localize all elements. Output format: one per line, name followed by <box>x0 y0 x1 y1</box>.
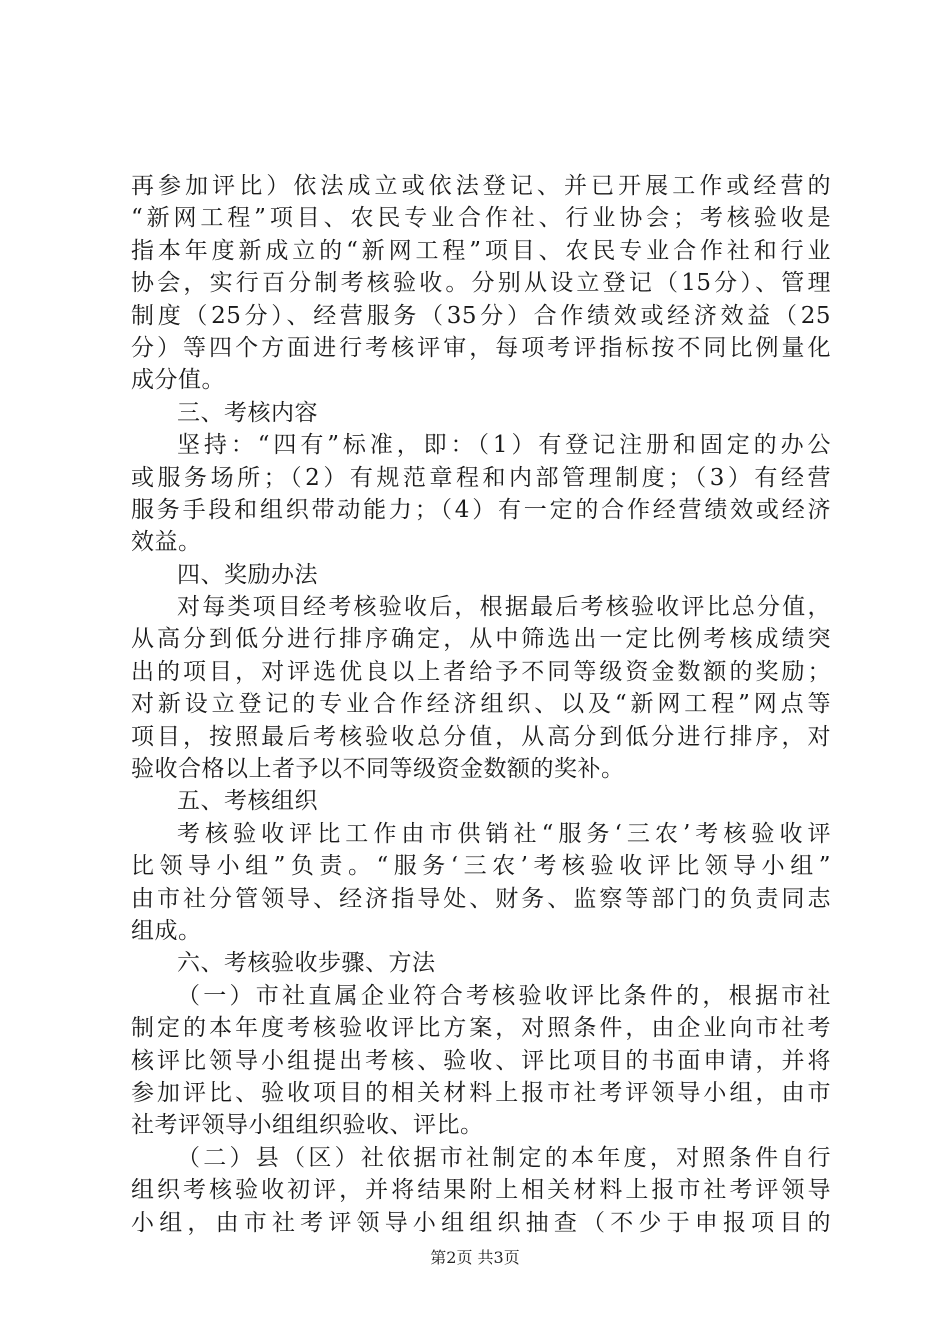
body-line: 效益。 <box>131 529 202 556</box>
body-line: 成分值。 <box>131 367 225 394</box>
body-line: 组织考核验收初评，并将结果附上相关材料上报市社考评领导 <box>131 1177 831 1204</box>
body-line: 组成。 <box>131 917 202 944</box>
body-line: 再参加评比）依法成立或依法登记、并已开展工作或经营的 <box>131 173 831 199</box>
body-line: （一）市社直属企业符合考核验收评比条件的，根据市社 <box>177 982 831 1009</box>
body-line: 出的项目，对评选优良以上者给予不同等级资金数额的奖励； <box>131 658 831 685</box>
section-heading: 四、奖励办法 <box>177 561 318 588</box>
body-line: 制定的本年度考核验收评比方案，对照条件，由企业向市社考 <box>131 1015 831 1042</box>
page-number-footer: 第2页 共3页 <box>430 1248 520 1267</box>
body-line: 指本年度新成立的“新网工程”项目、农民专业合作社和行业 <box>131 237 831 264</box>
body-line: 或服务场所；（2）有规范章程和内部管理制度；（3）有经营 <box>131 464 831 491</box>
body-line: 对新设立登记的专业合作经济组织、以及“新网工程”网点等 <box>131 691 831 718</box>
document-body <box>131 170 831 1239</box>
body-line: “新网工程”项目、农民专业合作社、行业协会；考核验收是 <box>131 205 831 232</box>
body-line: （二）县（区）社依据市社制定的本年度，对照条件自行 <box>177 1144 831 1171</box>
body-line: 坚持：“四有”标准，即：（1）有登记注册和固定的办公 <box>177 432 831 459</box>
section-heading: 三、考核内容 <box>177 399 318 426</box>
body-line: 考核验收评比工作由市供销社“服务‘三农’考核验收评 <box>177 820 831 847</box>
section-heading: 五、考核组织 <box>177 788 318 815</box>
body-line: 参加评比、验收项目的相关材料上报市社考评领导小组，由市 <box>131 1079 831 1106</box>
body-line: 服务手段和组织带动能力；（4）有一定的合作经营绩效或经济 <box>131 496 831 523</box>
body-line: 项目，按照最后考核验收总分值，从高分到低分进行排序，对 <box>131 723 831 750</box>
body-line: 验收合格以上者予以不同等级资金数额的奖补。 <box>131 756 625 783</box>
body-line: 对每类项目经考核验收后，根据最后考核验收评比总分值， <box>177 594 831 621</box>
body-line: 核评比领导小组提出考核、验收、评比项目的书面申请，并将 <box>131 1047 831 1074</box>
body-line: 制度（25分）、经营服务（35分）合作绩效或经济效益（25 <box>131 302 831 329</box>
body-line: 分）等四个方面进行考核评审，每项考评指标按不同比例量化 <box>131 334 831 361</box>
body-line: 小组，由市社考评领导小组组织抽查（不少于申报项目的 <box>131 1209 831 1236</box>
section-heading: 六、考核验收步骤、方法 <box>177 950 436 977</box>
body-line: 由市社分管领导、经济指导处、财务、监察等部门的负责同志 <box>131 885 831 912</box>
body-line: 社考评领导小组组织验收、评比。 <box>131 1112 484 1139</box>
body-line: 协会，实行百分制考核验收。分别从设立登记（15分）、管理 <box>131 270 831 297</box>
body-line: 从高分到低分进行排序确定，从中筛选出一定比例考核成绩突 <box>131 626 831 653</box>
body-line: 比领导小组”负责。“服务‘三农’考核验收评比领导小组” <box>131 853 831 880</box>
